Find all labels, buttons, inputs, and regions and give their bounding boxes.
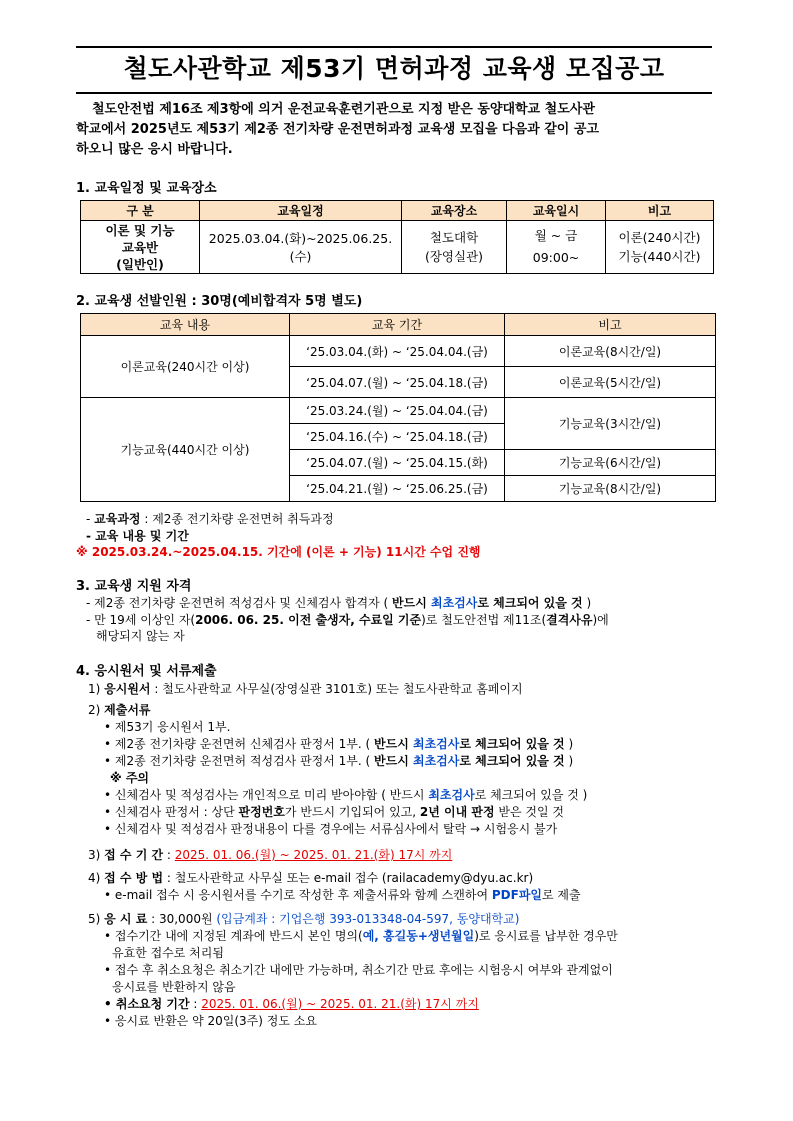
s3-value: 2025. 01. 06.(월) ~ 2025. 01. 21.(화) 17시 까지	[174, 848, 453, 862]
documents-heading	[88, 701, 151, 718]
doc2-must: 반드시	[374, 737, 413, 751]
doc-3	[104, 752, 573, 769]
doc3-first: 최초검사	[413, 754, 460, 768]
page-title: 철도사관학교 제53기 면허과정 교육생 모집공고	[123, 54, 665, 83]
q1-close: )	[582, 596, 592, 610]
section3-heading: 3. 교육생 지원 자격	[76, 579, 192, 594]
header-content: 교육 내용	[81, 314, 290, 336]
caution-3: • 신체검사 및 적성검사 판정내용이 다를 경우에는 서류심사에서 탈락 → 시험응시 불가	[104, 822, 558, 836]
f3-value: 2025. 01. 06.(월) ~ 2025. 01. 21.(화) 17시 까지	[201, 997, 479, 1011]
table-row	[81, 398, 716, 424]
q2-birth: 2006. 06. 25. 이전 출생자, 수료일 기준	[195, 613, 422, 627]
doc3-close: )	[564, 754, 574, 768]
theory-label-cell: 이론교육(240시간 이상)	[81, 336, 290, 398]
period-note-text: 교육 내용 및 기간	[95, 529, 189, 543]
remark-cell: 이론교육(5시간/일)	[505, 367, 716, 398]
q2-end: )에	[592, 613, 609, 627]
q2-text: - 만 19세 이상인 자(	[86, 613, 196, 627]
doc3-checked: 로 체크되어 있을 것	[459, 754, 565, 768]
c1-first: 최초검사	[428, 788, 475, 802]
c1-end: 로 체크되어 있을 것 )	[474, 788, 588, 802]
warning-note: ※ 2025.03.24.~2025.04.15. 기간에 (이론 + 기능) 11시간 수업 진행	[76, 545, 481, 559]
period-cell: ‘25.03.24.(월) ~ ‘25.04.04.(금)	[290, 398, 505, 424]
f1-end: )로 응시료를 납부한 경우만	[474, 929, 618, 943]
remark-cell: 기능교육(8시간/일)	[505, 476, 716, 502]
title-box	[76, 46, 712, 94]
s2-label: 제출서류	[104, 703, 151, 717]
s1-num: 1)	[88, 682, 101, 696]
receipt-method-note	[104, 886, 581, 903]
schedule-table	[80, 200, 714, 274]
s2-num: 2)	[88, 703, 101, 717]
header-note: 비고	[606, 201, 714, 221]
fee-1	[104, 927, 618, 944]
s4-pdf: PDF파일	[491, 888, 542, 902]
intro-line-1: 철도안전법 제16조 제3항에 의거 운전교육훈련기관으로 지정 받은 동양대학교 철도사관	[92, 102, 595, 117]
s4-sub-end: 로 제출	[542, 888, 581, 902]
remark-cell: 이론교육(8시간/일)	[505, 336, 716, 367]
section4-heading: 4. 응시원서 및 서류제출	[76, 664, 217, 679]
c2-number: 판정번호	[238, 805, 285, 819]
period-cell: ‘25.04.16.(수) ~ ‘25.04.18.(금)	[290, 424, 505, 450]
category-line-1: 이론 및 기능	[105, 222, 175, 238]
period-cell: ‘25.04.07.(월) ~ ‘25.04.15.(화)	[290, 450, 505, 476]
remark-cell: 기능교육(6시간/일)	[505, 450, 716, 476]
time-line-1: 월 ~ 금	[534, 228, 578, 243]
note-cell	[606, 221, 714, 274]
s5-label: 응 시 료	[104, 912, 148, 926]
q1-first-exam: 최초검사	[430, 596, 478, 610]
s3-sep: :	[163, 848, 175, 862]
doc3-text: • 제2종 전기차량 운전면허 적성검사 판정서 1부. (	[104, 754, 375, 768]
fee-3: • 취소요청 기간 : 2025. 01. 06.(월) ~ 2025. 01. 21.(화) 17시 까지	[104, 997, 479, 1011]
selection-table-header	[81, 314, 716, 336]
q1-checked: 로 체크되어 있을 것	[477, 596, 583, 610]
doc-1: • 제53기 응시원서 1부.	[104, 720, 231, 734]
exam-fee	[88, 910, 519, 927]
period-cell: ‘25.04.21.(월) ~ ‘25.06.25.(금)	[290, 476, 505, 502]
receipt-period	[88, 846, 452, 863]
receipt-method	[88, 869, 533, 886]
intro-paragraph	[76, 100, 716, 160]
f3-label: • 취소요청 기간	[104, 997, 190, 1011]
c1-text: • 신체검사 및 적성검사는 개인적으로 미리 받아야함 ( 반드시	[104, 788, 429, 802]
section2-heading: 2. 교육생 선발인원 : 30명(예비합격자 5명 별도)	[76, 294, 363, 309]
period-cell: ‘25.04.07.(월) ~ ‘25.04.18.(금)	[290, 367, 505, 398]
doc2-close: )	[564, 737, 574, 751]
fee-2-cont: 응시료를 반환하지 않음	[112, 980, 236, 994]
s4-text: : 철도사관학교 사무실 또는 e-mail 접수 (railacademy@dyu.ac.kr)	[163, 871, 534, 885]
table-row	[81, 336, 716, 367]
caution-2	[104, 803, 564, 820]
qualification-2-cont: 해당되지 않는 자	[96, 629, 185, 643]
doc2-first: 최초검사	[413, 737, 460, 751]
note-line-1: 이론(240시간)	[618, 230, 701, 245]
c2-text: • 신체검사 판정서 : 상단	[104, 805, 239, 819]
s1-label: 응시원서	[104, 682, 151, 696]
doc2-text: • 제2종 전기차량 운전면허 신체검사 판정서 1부. (	[104, 737, 375, 751]
selection-table	[80, 313, 716, 502]
q2-law: )로 철도안전법 제11조(	[421, 613, 547, 627]
doc2-checked: 로 체크되어 있을 것	[459, 737, 565, 751]
header-place: 교육장소	[402, 201, 507, 221]
s3-num: 3)	[88, 848, 101, 862]
s5-text: : 30,000원	[147, 912, 217, 926]
s1-text: : 철도사관학교 사무실(장영실관 3101호) 또는 철도사관학교 홈페이지	[150, 682, 523, 696]
course-note: - 교육과정 : 제2종 전기차량 운전면허 취득과정	[86, 512, 334, 526]
header-period: 교육 기간	[290, 314, 505, 336]
schedule-table-header	[81, 201, 714, 221]
caution-heading: ※ 주의	[110, 771, 150, 785]
c2-twoyears: 2년 이내 판정	[419, 805, 495, 819]
time-cell	[507, 221, 606, 274]
place-line-1: 철도대학	[429, 230, 479, 245]
s4-sub-text: • e-mail 접수 시 응시원서를 수기로 작성한 후 제출서류와 함께 스캔하여	[104, 888, 492, 902]
category-line-2: 교육반	[121, 239, 159, 255]
header-category: 구 분	[81, 201, 200, 221]
s4-label: 접 수 방 법	[104, 871, 164, 885]
intro-line-2: 학교에서 2025년도 제53기 제2종 전기차량 운전면허과정 교육생 모집을 다음과 같이 공고	[76, 122, 599, 137]
f1-text: • 접수기간 내에 지정된 계좌에 반드시 본인 명의(	[104, 929, 363, 943]
application-form	[88, 680, 523, 697]
table-row	[81, 221, 714, 274]
schedule-cell: 2025.03.04.(화)~2025.06.25.(수)	[200, 221, 402, 274]
remark-cell: 기능교육(3시간/일)	[505, 398, 716, 450]
s4-num: 4)	[88, 871, 101, 885]
period-cell: ‘25.03.04.(화) ~ ‘25.04.04.(금)	[290, 336, 505, 367]
qualification-2	[86, 611, 609, 628]
header-time: 교육일시	[507, 201, 606, 221]
note-line-2: 기능(440시간)	[618, 249, 701, 264]
period-note: - 교육 내용 및 기간	[86, 529, 189, 543]
s5-account: (입금계좌 : 기업은행 393-013348-04-597, 동양대학교)	[216, 912, 520, 926]
place-line-2: (장영실관)	[424, 249, 484, 264]
s3-label: 접 수 기 간	[104, 848, 164, 862]
place-cell	[402, 221, 507, 274]
course-note-label: 교육과정	[94, 512, 141, 526]
course-note-text: : 제2종 전기차량 운전면허 취득과정	[140, 512, 334, 526]
intro-line-3: 하오니 많은 응시 바랍니다.	[76, 142, 233, 157]
header-remark: 비고	[505, 314, 716, 336]
q2-disqual: 결격사유	[546, 613, 593, 627]
caution-1	[104, 786, 587, 803]
skill-label-cell: 기능교육(440시간 이상)	[81, 398, 290, 502]
c2-mid: 가 반드시 기입되어 있고,	[284, 805, 420, 819]
header-schedule: 교육일정	[200, 201, 402, 221]
fee-1-cont: 유효한 접수로 처리됨	[112, 946, 224, 960]
c2-end: 받은 것일 것	[494, 805, 564, 819]
time-line-2: 09:00~	[532, 250, 580, 265]
doc-2	[104, 735, 573, 752]
category-line-3: (일반인)	[116, 256, 164, 272]
q1-text: - 제2종 전기차량 운전면허 적성검사 및 신체검사 합격자 (	[86, 596, 393, 610]
doc3-must: 반드시	[374, 754, 413, 768]
qualification-1	[86, 594, 591, 611]
q1-must: 반드시	[392, 596, 431, 610]
fee-2: • 접수 후 취소요청은 취소기간 내에만 가능하며, 취소기간 만료 후에는 시험응시 여부와 관계없이	[104, 963, 613, 977]
s5-num: 5)	[88, 912, 101, 926]
section1-heading: 1. 교육일정 및 교육장소	[76, 181, 217, 196]
fee-4: • 응시료 반환은 약 20일(3주) 정도 소요	[104, 1014, 317, 1028]
f1-example: 예, 홍길동+생년월일	[362, 929, 475, 943]
category-cell	[81, 221, 200, 274]
